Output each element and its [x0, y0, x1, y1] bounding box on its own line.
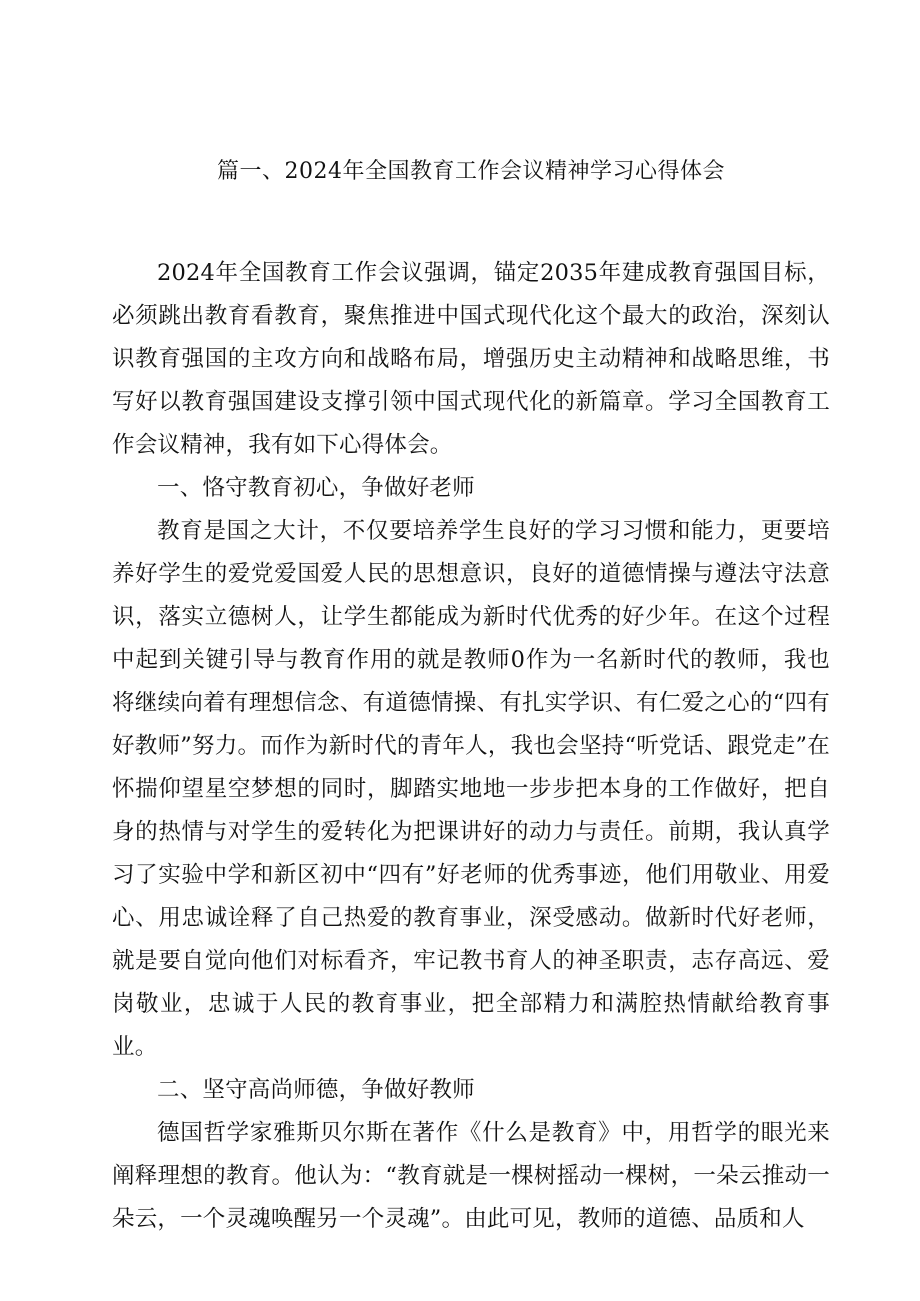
document-body	[112, 252, 830, 1241]
section-heading-1: 一、恪守教育初心，争做好老师	[157, 475, 475, 501]
document-title: 篇一、2024年全国教育工作会议精神学习心得体会	[217, 159, 725, 184]
section-1-paragraph: 教育是国之大计，不仅要培养学生良好的学习习惯和能力，更要培养好学生的爱党爱国爱人民的思想意识，良好的道德情操与遵法守法意识，落实立德树人，让学生都能成为新时代优秀的好少年。在这个过程中起到关键引导与教育作用的就是教师0作为一名新时代的教师，我也将继续向着有理想信念、有道德情操、有扎实学识、有仁爱之心的“四有好教师”努力。而作为新时代的青年人，我也会坚持“听党话、跟党走”在怀揣仰望星空梦想的同时，脚踏实地地一步步把本身的工作做好，把自身的热情与对学生的爱转化为把课讲好的动力与责任。前期，我认真学习了实验中学和新区初中“四有”好老师的优秀事迹，他们用敬业、用爱心、用忠诚诠释了自己热爱的教育事业，深受感动。做新时代好老师，就是要自觉向他们对标看齐，牢记教书育人的神圣职责，志存高远、爱岗敬业，忠诚于人民的教育事业，把全部精力和满腔热情献给教育事业。	[112, 518, 830, 1060]
section-heading-2: 二、坚守高尚师德，争做好教师	[157, 1077, 475, 1103]
section-2-paragraph: 德国哲学家雅斯贝尔斯在著作《什么是教育》中，用哲学的眼光来阐释理想的教育。他认为：“教育就是一棵树摇动一棵树，一朵云推动一朵云，一个灵魂唤醒另一个灵魂”。由此可见，教师的道德、品质和人	[112, 1120, 830, 1232]
intro-paragraph: 2024年全国教育工作会议强调，锚定2035年建成教育强国目标，必须跳出教育看教育，聚焦推进中国式现代化这个最大的政治，深刻认识教育强国的主攻方向和战略布局，增强历史主动精神和战略思维，书写好以教育强国建设支撑引领中国式现代化的新篇章。学习全国教育工作会议精神，我有如下心得体会。	[112, 260, 830, 458]
